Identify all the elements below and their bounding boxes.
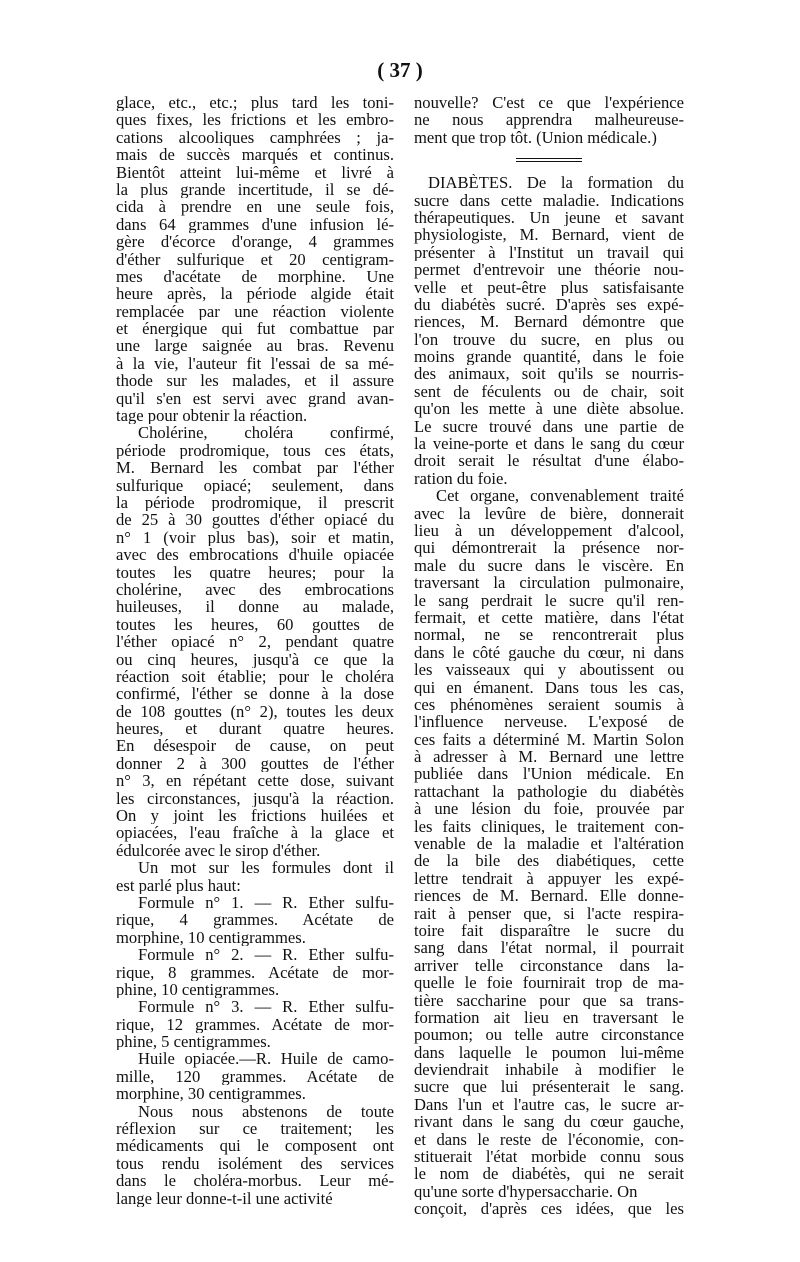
text-line: morphine, 10 centigrammes. [116, 928, 306, 947]
text-line: réaction soit établie; pour le choléra [116, 667, 394, 686]
text-line: rique, 8 grammes. Acétate de mor- [116, 963, 394, 981]
text-line: qu'on les mette à une diète absolue. [414, 400, 684, 418]
text-line: Formule n° 3. — R. Ether sulfu- [138, 998, 394, 1016]
text-line: cations alcooliques camphrées ; ja- [116, 128, 394, 147]
text-line: lange leur donne-t-il une activité [116, 1189, 333, 1207]
text-line: réflexion sur ce traitement; les [116, 1120, 394, 1138]
text-line: les circonstances, jusqu'à la réaction. [116, 789, 394, 808]
text-line: Cet organe, convenablement traité [436, 487, 684, 505]
text-line: Formule n° 1. — R. Ether sulfu- [138, 893, 394, 912]
text-line: ques fixes, les frictions et les embro- [116, 111, 394, 129]
text-line: des animaux, soit qu'ils se nourris- [414, 365, 684, 383]
text-line: dans laquelle le poumon lui-même [414, 1043, 684, 1062]
text-line: poumon; ou telle autre circonstance [414, 1026, 684, 1044]
text-line: donner 2 à 300 gouttes de l'éther [116, 754, 394, 773]
text-line: l'éther opiacé n° 2, pendant quatre [116, 633, 394, 651]
text-line: mille, 120 grammes. Acétate de [116, 1067, 394, 1086]
text-line: heures, et durant quatre heures. [116, 720, 394, 738]
text-line: male du sucre dans le viscère. En [414, 556, 684, 575]
text-line: ou cinq heures, jusqu'à ce que la [116, 650, 394, 668]
text-line: nouvelle? C'est ce que l'expérience [414, 94, 684, 112]
text-line: l'on trouve du sucre, en plus ou [414, 330, 684, 349]
text-line: normal, ne se rencontrerait plus [414, 626, 684, 644]
text-line: est parlé plus haut: [116, 876, 241, 894]
text-line: lettre tendrait à appuyer les expé- [414, 869, 684, 888]
text-line: édulcorée avec le sirop d'éther. [116, 841, 321, 860]
text-line: permet d'entrevoir une théorie nou- [414, 261, 684, 279]
text-line: médicaments qui le composent ont [116, 1137, 394, 1155]
text-line: mes d'acétate de morphine. Une [116, 267, 394, 286]
text-line: tière saccharine pour que sa trans- [414, 991, 684, 1009]
text-line: droit serait le résultat d'une élabo- [414, 452, 684, 470]
text-line: à adresser à M. Bernard une lettre [414, 748, 684, 766]
text-line: quelle le foie fournirait trop de ma- [414, 974, 684, 992]
text-line: riences, M. Bernard démontre que [414, 313, 684, 331]
text-line: avec des embrocations d'huile opiacée [116, 546, 394, 564]
text-line: qu'une sorte d'hypersaccharie. On [414, 1182, 638, 1201]
text-line: remplacée par une réaction violente [116, 302, 394, 321]
text-line: M. Bernard les combat par l'éther [116, 459, 394, 477]
text-line: rique, 12 grammes. Acétate de mor- [116, 1015, 394, 1034]
text-line: morphine, 30 centigrammes. [116, 1085, 306, 1103]
text-line: de 25 à 30 gouttes d'éther opiacé du [116, 511, 394, 529]
text-line: gère d'écorce d'orange, 4 grammes [116, 233, 394, 251]
text-line: velle et peut-être plus satisfaisante [414, 278, 684, 296]
text-line: Nous nous abstenons de toute [138, 1102, 394, 1121]
text-line: sucre que lui présenterait le sang. [414, 1078, 684, 1096]
text-line: ment que trop tôt. (Union médicale.) [414, 128, 657, 147]
text-line: une large saignée au bras. Revenu [116, 337, 394, 355]
text-line: phine, 10 centigrammes. [116, 980, 280, 999]
text-line: Formule n° 2. — R. Ether sulfu- [138, 946, 394, 964]
text-line: qu'il s'en est servi avec grand avan- [116, 389, 394, 408]
text-line: Dans l'un et l'autre cas, le sucre ar- [414, 1095, 684, 1114]
page-number: ( 37 ) [377, 58, 423, 82]
text-line: moins grande quantité, dans le foie [414, 348, 684, 366]
text-line: du diabétès sucré. D'après ses expé- [414, 295, 684, 314]
text-line: deviendrait inhabile à modifier le [414, 1061, 684, 1079]
text-line: le sang perdrait le sucre qu'il ren- [414, 591, 684, 609]
text-line: les vaisseaux qui y aboutissent ou [414, 661, 684, 679]
right-column-continuation [414, 94, 684, 146]
section-divider [516, 158, 582, 162]
text-line: ne nous apprendra malheureuse- [414, 111, 684, 129]
text-line: toire fait disparaître le sucre du [414, 921, 684, 940]
text-line: venable de la maladie et l'altération [414, 835, 684, 853]
text-line: ration du foie. [414, 469, 508, 488]
text-line: rivant dans le sang du cœur gauche, [414, 1113, 684, 1131]
text-line: publiée dans l'Union médicale. En [414, 765, 684, 783]
text-line: n° 3, en répétant cette dose, suivant [116, 772, 394, 790]
text-line: rattachant la pathologie du diabétès [414, 782, 684, 801]
text-line: arriver telle circonstance dans la- [414, 956, 684, 975]
diabetes-article [414, 174, 684, 1217]
text-line: qui démontrerait la présence nor- [414, 539, 684, 557]
text-line: confirmé, l'éther se donne à la dose [116, 685, 394, 703]
text-line: tage pour obtenir la réaction. [116, 407, 308, 425]
text-line: d'éther sulfurique et 20 centigram- [116, 250, 394, 268]
text-line: dans le choléra-morbus. Leur mé- [116, 1172, 394, 1190]
text-line: traversant la circulation pulmonaire, [414, 574, 684, 592]
text-line: DIABÈTES. De la formation du [428, 174, 684, 192]
text-line: et dans le reste de l'économie, con- [414, 1130, 684, 1149]
text-line: Le sucre trouvé dans une partie de [414, 417, 684, 436]
text-line: le nom de diabétès, qui ne serait [414, 1165, 684, 1183]
text-line: fermait, et cette matière, dans l'état [414, 608, 684, 627]
text-line: Huile opiacée.—R. Huile de camo- [138, 1050, 394, 1068]
text-line: opiacées, l'eau fraîche à la glace et [116, 824, 394, 842]
text-line: huileuses, il donne au malade, [116, 598, 394, 616]
text-line: présenter à l'Institut un travail qui [414, 243, 684, 262]
text-line: mais de succès marqués et continus. [116, 146, 394, 164]
text-line: formation ait lieu en traversant le [414, 1008, 684, 1027]
text-line: la plus grande incertitude, il se dé- [116, 180, 394, 199]
text-line: l'influence nerveuse. L'exposé de [414, 713, 684, 731]
text-line: rait à penser que, si l'acte respira- [414, 904, 684, 922]
text-line: On y joint les frictions huilées et [116, 807, 394, 825]
text-line: glace, etc., etc.; plus tard les toni- [116, 94, 394, 112]
text-line: tous rendu isolément des services [116, 1154, 394, 1173]
text-line: sucre dans cette maladie. Indications [414, 191, 684, 209]
text-line: dans le côté gauche du cœur, ni dans [414, 643, 684, 662]
text-line: période prodromique, tous ces états, [116, 441, 394, 460]
text-line: les faits cliniques, le traitement con- [414, 817, 684, 836]
text-line: riences de M. Bernard. Elle donne- [414, 887, 684, 905]
text-line: dans 64 grammes d'une infusion lé- [116, 215, 394, 234]
text-line: la période prodromique, il prescrit [116, 493, 394, 512]
text-line: qui en émanent. Dans tous les cas, [414, 678, 684, 696]
text-line: ces faits a déterminé M. Martin Solon [414, 730, 684, 749]
text-line: rique, 4 grammes. Acétate de [116, 911, 394, 929]
text-line: cholérine, avec des embrocations [116, 580, 394, 599]
text-line: cida à prendre en une seule fois, [116, 198, 394, 216]
text-line: de la bile des diabétiques, cette [414, 852, 684, 870]
text-line: et énergique qui fut combattue par [116, 320, 394, 338]
text-line: thérapeutiques. Un jeune et savant [414, 208, 684, 227]
text-line: toutes les heures, 60 gouttes de [116, 615, 394, 634]
text-line: sent de féculents ou de chair, soit [414, 382, 684, 401]
text-line: à la vie, l'auteur fit l'essai de sa mé- [116, 354, 394, 373]
text-line: toutes les quatre heures; pour la [116, 563, 394, 581]
text-line: En désespoir de cause, on peut [116, 737, 394, 755]
text-line: sulfurique opiacé; seulement, dans [116, 476, 394, 494]
text-line: Cholérine, choléra confirmé, [138, 424, 394, 442]
text-line: conçoit, d'après ces idées, que les [414, 1200, 684, 1218]
text-line: stituerait l'état morbide connu sous [414, 1148, 684, 1166]
text-line: à une lésion du foie, prouvée par [414, 800, 684, 818]
text-line: n° 1 (voir plus bas), soir et matin, [116, 528, 394, 547]
text-line: thode sur les malades, et il assure [116, 372, 394, 390]
text-line: lieu à un développement d'alcool, [414, 521, 684, 540]
text-line: de 108 gouttes (n° 2), toutes les deux [116, 702, 394, 721]
left-column [116, 94, 394, 1207]
text-line: sang dans l'état normal, il pourrait [414, 939, 684, 957]
text-line: physiologiste, M. Bernard, vient de [414, 226, 684, 244]
right-column [414, 94, 684, 1218]
text-line: heure après, la période algide était [116, 285, 394, 303]
text-line: phine, 5 centigrammes. [116, 1033, 271, 1051]
text-line: Un mot sur les formules dont il [138, 859, 394, 877]
text-line: Bientôt atteint lui-même et livré à [116, 163, 394, 181]
text-line: avec la levûre de bière, donnerait [414, 504, 684, 522]
text-line: ces phénomènes seraient soumis à [414, 695, 684, 714]
text-line: la veine-porte et dans le sang du cœur [414, 435, 684, 453]
